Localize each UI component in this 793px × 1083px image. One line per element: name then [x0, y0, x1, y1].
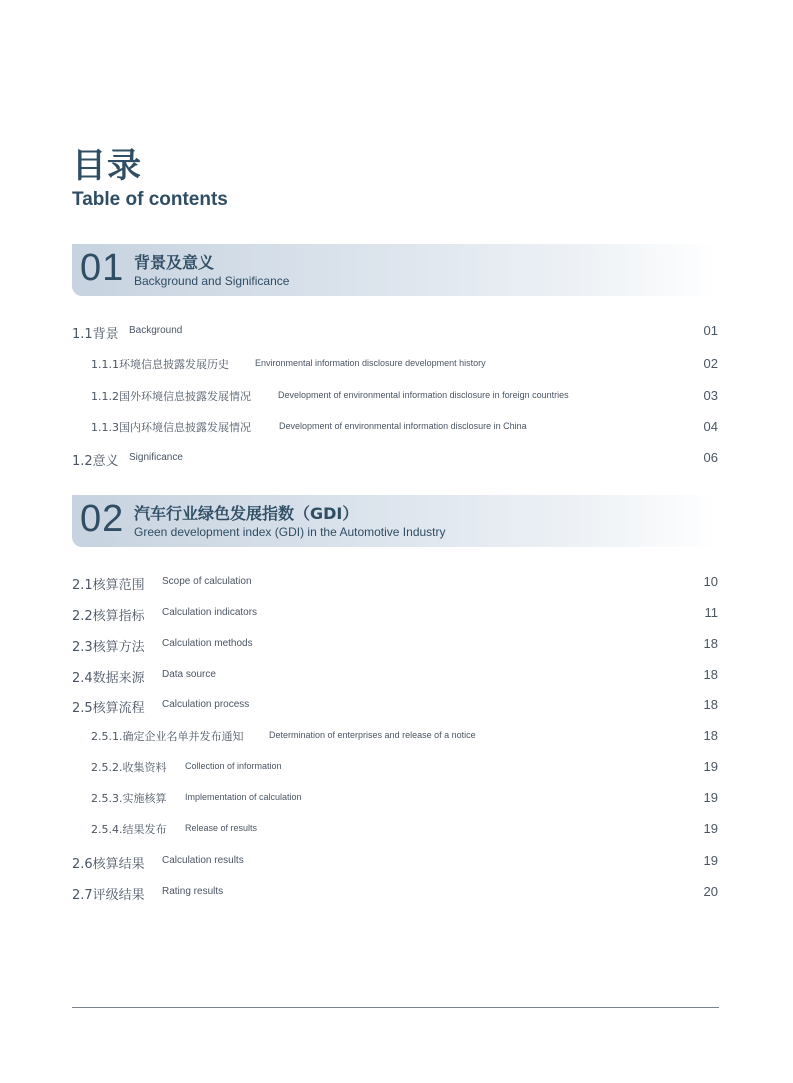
- section-banner-01[interactable]: [72, 244, 718, 296]
- toc-entry-label-en: Data source: [162, 669, 216, 680]
- toc-entry-2-1[interactable]: [72, 574, 718, 594]
- toc-entry-label-cn: 2.5.2.收集资料: [91, 761, 167, 774]
- toc-entry-label-cn: 1.1.1环境信息披露发展历史: [91, 358, 229, 371]
- toc-entry-label-cn: 2.5.3.实施核算: [91, 792, 167, 805]
- toc-entry-label-en: Release of results: [185, 823, 258, 833]
- toc-entry-page: 01: [703, 323, 718, 338]
- toc-entry-page: 20: [703, 884, 718, 899]
- toc-entry-label-en: Rating results: [162, 886, 224, 897]
- toc-entry-label-en: Calculation methods: [162, 638, 253, 649]
- toc-entry-label-en: Calculation results: [162, 855, 244, 866]
- toc-entry-page: 18: [703, 667, 718, 682]
- toc-entry-label-en: Scope of calculation: [162, 576, 252, 587]
- toc-entry-label-cn: 2.7评级结果: [72, 888, 145, 903]
- toc-entry-page: 18: [703, 636, 718, 651]
- toc-entry-label-cn: 2.5.1.确定企业名单并发布通知: [91, 730, 244, 743]
- toc-entry-label-en: Background: [129, 325, 183, 336]
- section-title-en: Background and Significance: [134, 274, 290, 288]
- toc-entry-2-5-1[interactable]: [72, 728, 718, 748]
- toc-entry-label-en: Determination of enterprises and release of a notice: [269, 730, 476, 740]
- section-banner-02[interactable]: [72, 495, 718, 547]
- toc-entry-page: 11: [704, 605, 718, 620]
- toc-entry-label-en: Development of environmental information disclosure in foreign countries: [278, 390, 569, 400]
- toc-entry-page: 18: [703, 728, 718, 743]
- toc-entry-label-en: Implementation of calculation: [185, 792, 302, 802]
- toc-entry-2-2[interactable]: [72, 605, 718, 625]
- toc-entry-label-cn: 1.1.3国内环境信息披露发展情况: [91, 421, 251, 434]
- toc-entry-2-5-2[interactable]: [72, 759, 718, 779]
- toc-entry-label-en: Collection of information: [185, 761, 282, 771]
- page-title-cn: 目录: [72, 146, 142, 186]
- toc-entry-label-cn: 2.5核算流程: [72, 701, 145, 716]
- toc-entry-page: 04: [703, 419, 718, 434]
- section-title-cn: 汽车行业绿色发展指数（GDI）: [134, 504, 359, 523]
- toc-entry-label-en: Calculation process: [162, 699, 250, 710]
- section-title-en: Green development index (GDI) in the Automotive Industry: [134, 525, 446, 539]
- footer-divider: [72, 1007, 719, 1008]
- toc-entry-page: 02: [703, 356, 718, 371]
- section-number: 02: [80, 498, 125, 540]
- section-title-cn: 背景及意义: [134, 253, 215, 272]
- toc-entry-label-en: Environmental information disclosure development history: [255, 358, 486, 368]
- toc-entry-2-6[interactable]: [72, 853, 718, 873]
- section-number: 01: [80, 247, 125, 289]
- toc-entry-page: 18: [703, 697, 718, 712]
- toc-entry-label-cn: 2.3核算方法: [72, 640, 145, 655]
- page-title-en: Table of contents: [72, 189, 228, 210]
- toc-entry-label-cn: 2.4数据来源: [72, 671, 145, 686]
- toc-entry-label-cn: 1.1背景: [72, 327, 119, 342]
- toc-entry-1-1-3[interactable]: [72, 419, 718, 439]
- toc-entry-page: 10: [703, 574, 718, 589]
- toc-entry-page: 19: [703, 790, 718, 805]
- toc-entry-2-7[interactable]: [72, 884, 718, 904]
- toc-entry-2-4[interactable]: [72, 667, 718, 687]
- toc-entry-1-1-1[interactable]: [72, 356, 718, 376]
- toc-entry-1-1[interactable]: [72, 323, 718, 343]
- toc-entry-1-1-2[interactable]: [72, 388, 718, 408]
- toc-entry-label-cn: 2.5.4.结果发布: [91, 823, 167, 836]
- toc-entry-page: 03: [703, 388, 718, 403]
- toc-entry-page: 19: [703, 821, 718, 836]
- toc-entry-page: 19: [703, 759, 718, 774]
- toc-entry-label-cn: 2.2核算指标: [72, 609, 145, 624]
- toc-entry-label-en: Significance: [129, 452, 183, 463]
- toc-entry-2-3[interactable]: [72, 636, 718, 656]
- toc-entry-2-5-4[interactable]: [72, 821, 718, 841]
- toc-entry-label-cn: 1.2意义: [72, 454, 119, 469]
- toc-entry-2-5-3[interactable]: [72, 790, 718, 810]
- toc-entry-2-5[interactable]: [72, 697, 718, 717]
- toc-entry-1-2[interactable]: [72, 450, 718, 470]
- toc-entry-label-cn: 2.6核算结果: [72, 857, 145, 872]
- toc-entry-page: 06: [703, 450, 718, 465]
- toc-entry-label-en: Development of environmental information disclosure in China: [279, 421, 527, 431]
- toc-entry-label-cn: 1.1.2国外环境信息披露发展情况: [91, 390, 251, 403]
- toc-entry-page: 19: [703, 853, 718, 868]
- toc-entry-label-en: Calculation indicators: [162, 607, 258, 618]
- toc-entry-label-cn: 2.1核算范围: [72, 578, 145, 593]
